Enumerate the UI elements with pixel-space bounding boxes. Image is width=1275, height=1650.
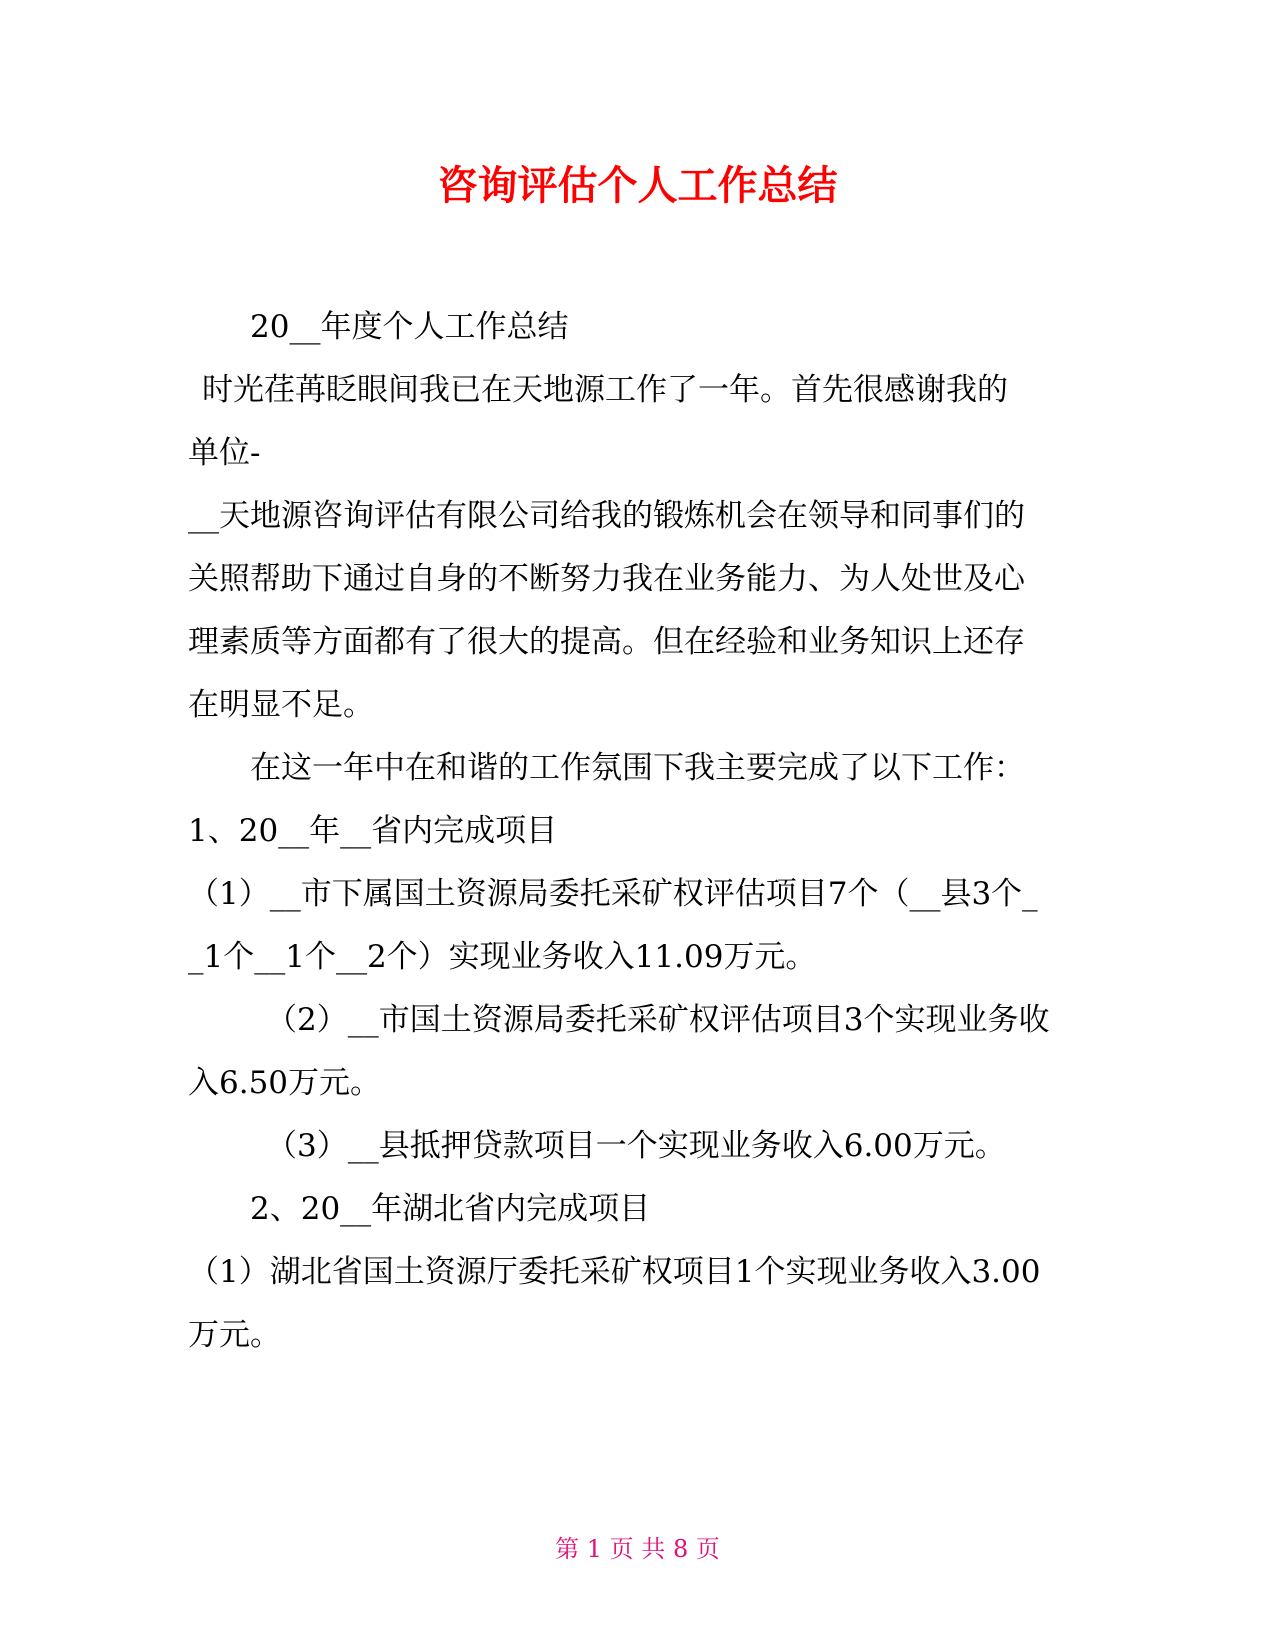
page-number-footer: 第 1 页 共 8 页 (555, 1535, 720, 1563)
paragraph-line: （3）__县抵押贷款项目一个实现业务收入6.00万元。 (266, 1128, 1006, 1164)
paragraph-line: 万元。 (188, 1317, 281, 1353)
paragraph-line: （1）__市下属国土资源局委托采矿权评估项目7个（__县3个_ (188, 876, 1038, 912)
paragraph-line: 理素质等方面都有了很大的提高。但在经验和业务知识上还存 (188, 624, 1025, 660)
paragraph-line: 入6.50万元。 (188, 1065, 382, 1101)
paragraph-line: （2）__市国土资源局委托采矿权评估项目3个实现业务收 (266, 1002, 1050, 1038)
document-body (188, 296, 1088, 1367)
paragraph-line: 1、20__年__省内完成项目 (188, 813, 558, 849)
paragraph-line: 关照帮助下通过自身的不断努力我在业务能力、为人处世及心 (188, 561, 1025, 597)
paragraph-line: 2、20__年湖北省内完成项目 (250, 1191, 651, 1227)
paragraph-line: 单位- (188, 435, 261, 471)
paragraph-line: _1个__1个__2个）实现业务收入11.09万元。 (188, 939, 817, 975)
paragraph-line: （1）湖北省国土资源厅委托采矿权项目1个实现业务收入3.00 (188, 1254, 1041, 1290)
paragraph-line: 20__年度个人工作总结 (250, 309, 569, 345)
paragraph-line: 时光荏苒眨眼间我已在天地源工作了一年。首先很感谢我的 (202, 372, 1008, 408)
document-title: 咨询评估个人工作总结 (437, 163, 838, 209)
paragraph-line: 在这一年中在和谐的工作氛围下我主要完成了以下工作： (250, 750, 1025, 786)
paragraph-line: __天地源咨询评估有限公司给我的锻炼机会在领导和同事们的 (188, 498, 1025, 534)
paragraph-line: 在明显不足。 (188, 687, 374, 723)
